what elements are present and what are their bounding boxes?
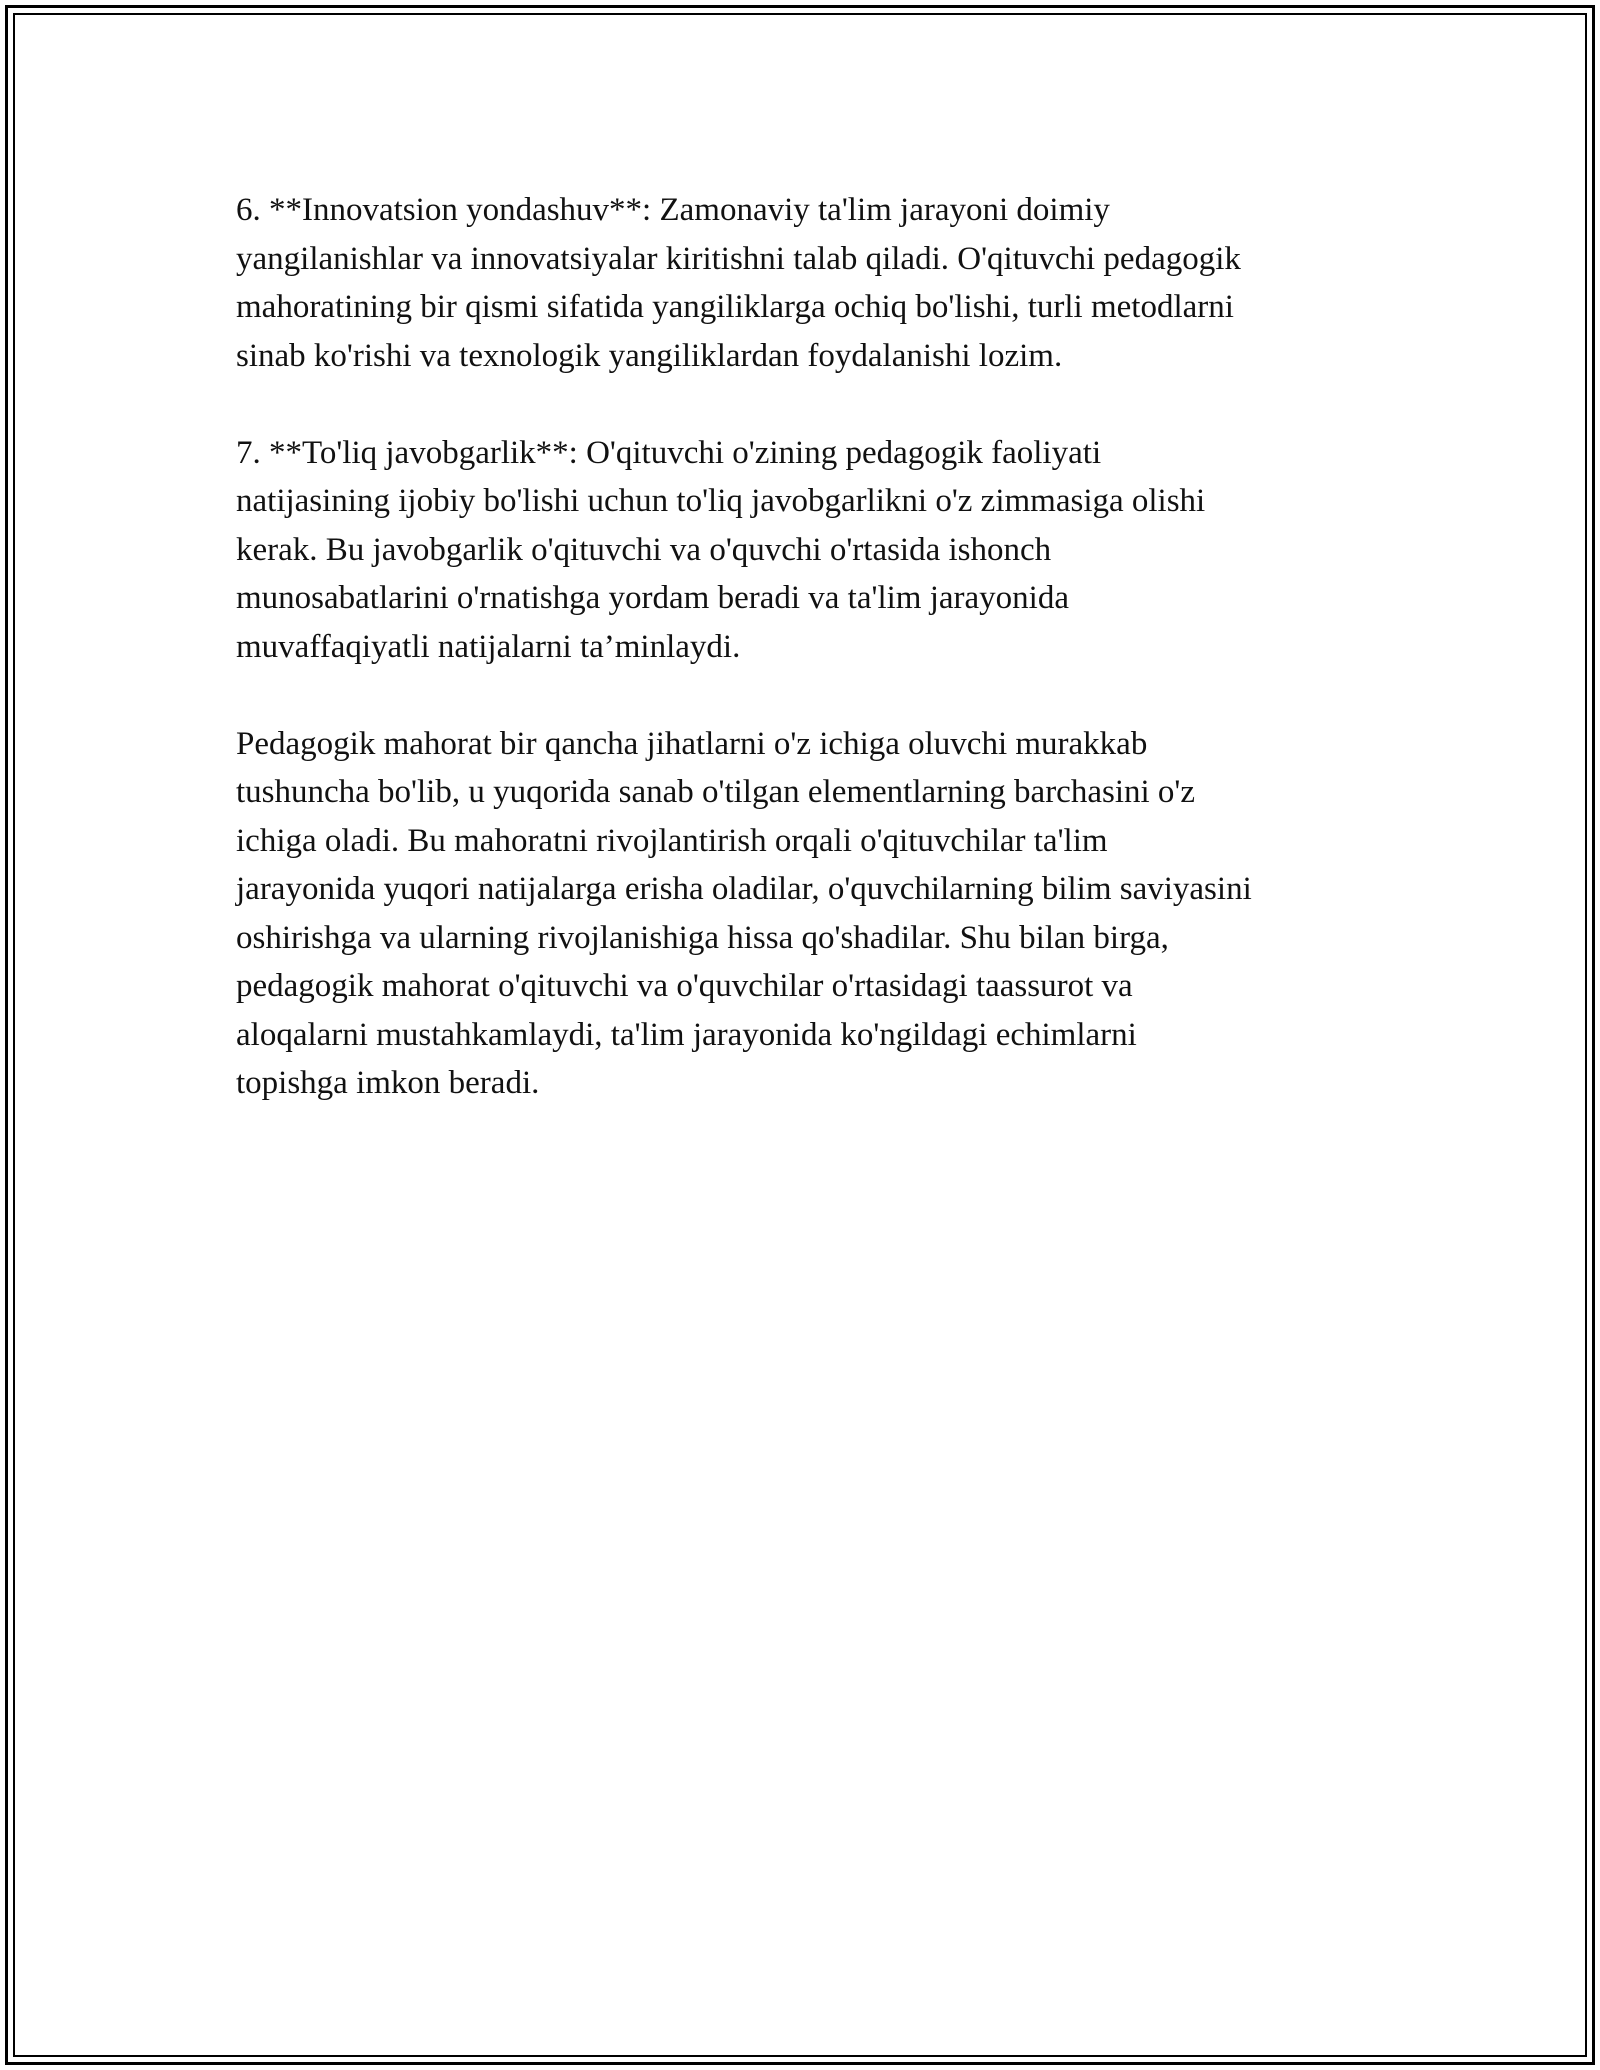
text-line: natijasining ijobiy bo'lishi uchun to'liq javobgarlikni o'z zimmasiga olishi: [236, 483, 1206, 519]
text-line: jarayonida yuqori natijalarga erisha oladilar, o'quvchilarning bilim saviyasini: [236, 871, 1252, 907]
text-line: munosabatlarini o'rnatishga yordam beradi va ta'lim jarayonida: [236, 580, 1069, 616]
text-line: sinab ko'rishi va texnologik yangiliklardan foydalanishi lozim.: [236, 337, 1063, 374]
text-line: muvaffaqiyatli natijalarni ta’minlaydi.: [236, 628, 741, 665]
paragraph-pedagogik-mahorat: [236, 720, 1366, 1108]
text-line: Pedagogik mahorat bir qancha jihatlarni o'z ichiga oluvchi murakkab: [236, 725, 1148, 762]
text-line: aloqalarni mustahkamlaydi, ta'lim jarayonida ko'ngildagi echimlarni: [236, 1016, 1137, 1053]
text-line: tushuncha bo'lib, u yuqorida sanab o'tilgan elementlarning barchasini o'z: [236, 774, 1195, 810]
text-line: 7. **To'liq javobgarlik**: O'qituvchi o'zining pedagogik faoliyati: [236, 434, 1102, 471]
text-line: oshirishga va ularning rivojlanishiga hissa qo'shadilar. Shu bilan birga,: [236, 919, 1169, 956]
text-line: 6. **Innovatsion yondashuv**: Zamonaviy ta'lim jarayoni doimiy: [236, 192, 1110, 228]
text-line: yangilanishlar va innovatsiyalar kiritishni talab qiladi. O'qituvchi pedagogik: [236, 240, 1241, 277]
text-line: topishga imkon beradi.: [236, 1065, 540, 1101]
text-line: ichiga oladi. Bu mahoratni rivojlantirish orqali o'qituvchilar ta'lim: [236, 822, 1108, 859]
text-line: pedagogik mahorat o'qituvchi va o'quvchilar o'rtasidagi taassurot va: [236, 968, 1133, 1004]
text-line: mahoratining bir qismi sifatida yangiliklarga ochiq bo'lishi, turli metodlarni: [236, 289, 1234, 325]
paragraph-toliq-javobgarlik: [236, 429, 1366, 672]
text-line: kerak. Bu javobgarlik o'qituvchi va o'quvchi o'rtasida ishonch: [236, 531, 1052, 568]
document-body: [236, 186, 1366, 1156]
paragraph-innovatsion-yondashuv: [236, 186, 1366, 380]
